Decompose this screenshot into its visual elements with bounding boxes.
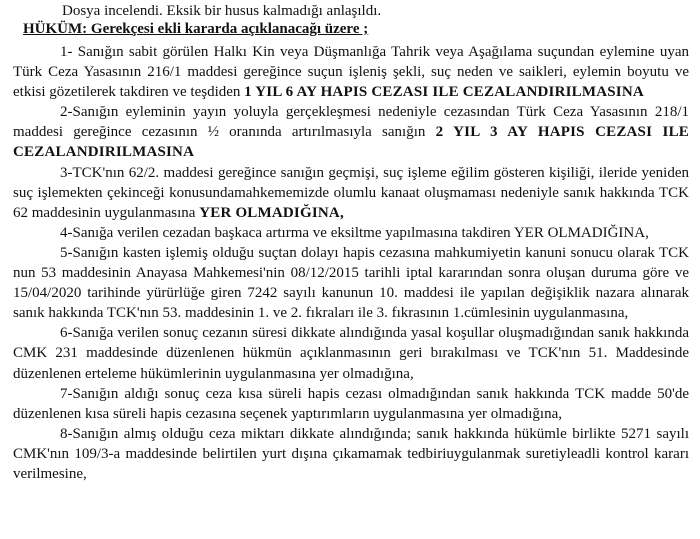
paragraph-7-text: 7-Sanığın aldığı sonuç ceza kısa süreli hapis cezası olmadığından sanık hakkında TCK madde 50'de düzenlenen kısa süreli hapis cezasına seçenek yaptırımların uygulanmasına yer olmadığına,: [13, 385, 689, 422]
paragraph-4-text: 4-Sanığa verilen cezadan başkaca artırma ve eksiltme yapılmasına takdiren YER OLMADIĞINA,: [60, 224, 649, 241]
paragraph-1-verdict: 1 YIL 6 AY HAPIS CEZASI ILE CEZALANDIRILMASINA: [244, 84, 644, 101]
paragraph-6: [13, 323, 689, 383]
paragraph-3: [13, 163, 689, 223]
intro-line: Dosya incelendi. Eksik bir husus kalmadığı anlaşıldı.: [62, 3, 382, 19]
paragraph-8: [13, 424, 689, 484]
paragraph-1-text: 1- Sanığın sabit görülen Halkı Kin veya Düşmanlığa Tahrik veya Aşağılama suçundan eylemine uyan Türk Ceza Yasasının 216/1 maddesi gereğince suçun işleniş şekli, suç neden ve saikleri, eylemin boyutu ve etkisi gözetilerek takdiren ve teşdiden: [13, 44, 689, 101]
paragraph-4: [13, 223, 689, 243]
paragraph-3-text: 3-TCK'nın 62/2. maddesi gereğince sanığın geçmişi, suç işleme eğilim gösteren kişiliği, ileride yeniden suç işlemekten çekinceği konusundamahkememizde olumlu kanaat oluşmaması nedeniyle sanık hakkında TCK 62 maddesinin uygulanmasına: [13, 164, 689, 221]
paragraph-2-verdict: 2 YIL 3 AY HAPIS CEZASI ILE CEZALANDIRILMASINA: [13, 124, 689, 161]
paragraph-6-text: 6-Sanığa verilen sonuç cezanın süresi dikkate alındığında yasal koşullar oluşmadığından sanık hakkında CMK 231 maddesinde düzenlenen hükmün açıklanmasının geri bırakılması ve TCK'nın 51. Maddesinde düzenlenen erteleme hükümlerinin uygulanmasına yer olmadığına,: [13, 325, 689, 382]
hukum-heading: HÜKÜM: Gerekçesi ekli kararda açıklanacağı üzere ;: [23, 21, 369, 37]
paragraph-1: [13, 42, 689, 102]
paragraph-5-text: 5-Sanığın kasten işlemiş olduğu suçtan dolayı hapis cezasına mahkumiyetin kanuni sonucu olarak TCK nun 53 maddesinin Anayasa Mahkemesi'nin 08/12/2015 tarihli iptal kararından sonra oluşan duruma göre ve 15/04/2020 tarihinde yürürlüğe giren 7242 sayılı kanunun 10. maddesi ile yapılan değişiklik nazara alınarak sanık hakkında TCK'nın 53. maddesinin 1. ve 2. fıkraları ile 3. fıkrasının 1.cümlesinin uygulanmasına,: [13, 244, 689, 322]
paragraph-2-text: 2-Sanığın eyleminin yayın yoluyla gerçekleşmesi nedeniyle cezasından Türk Ceza Yasasının 218/1 maddesi gereğince cezasının ½ oranında artırılmasıyla sanığın: [13, 104, 689, 141]
paragraph-7: [13, 384, 689, 424]
court-decision-document: [13, 2, 689, 484]
paragraph-8-text: 8-Sanığın almış olduğu ceza miktarı dikkate alındığında; sanık hakkında hükümle birlikte 5271 sayılı CMK'nın 109/3-a maddesinde belirtilen yurt dışına çıkamamak tedbiriuygulanmak suretiyleadli kontrol kararı verilmesine,: [13, 425, 689, 482]
paragraph-2: [13, 102, 689, 162]
paragraph-5: [13, 243, 689, 323]
paragraph-3-verdict: YER OLMADIĞINA,: [199, 204, 344, 221]
